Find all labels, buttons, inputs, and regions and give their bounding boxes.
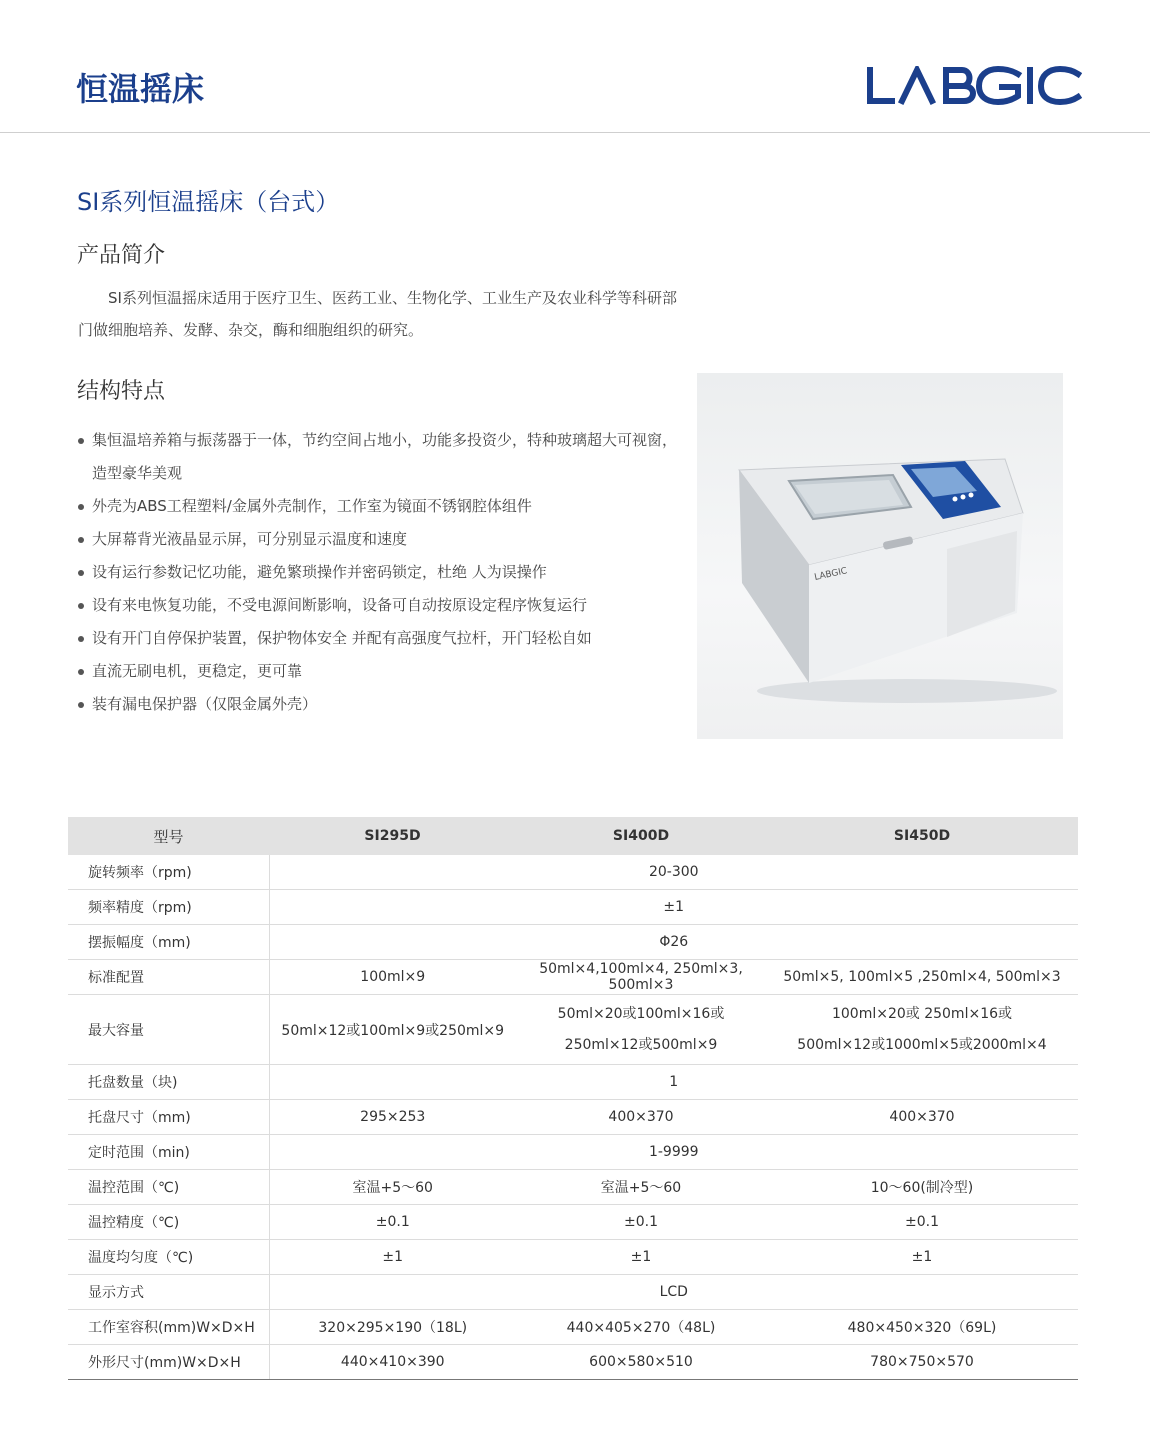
device-logo-text: LABGIC	[813, 566, 849, 583]
table-cell: 20-300	[269, 855, 1078, 890]
table-row	[68, 960, 1078, 995]
row-label: 托盘数量（块)	[68, 1065, 269, 1100]
table-cell: ±0.1	[269, 1205, 516, 1240]
labgic-logo	[866, 66, 1082, 106]
table-row	[68, 1205, 1078, 1240]
table-row	[68, 1065, 1078, 1100]
row-label: 频率精度（rpm)	[68, 890, 269, 925]
table-cell: 室温+5～60	[516, 1170, 766, 1205]
page-header	[0, 0, 1150, 133]
table-cell: 440×405×270（48L)	[516, 1310, 766, 1345]
spec-table	[68, 817, 1078, 1380]
table-row	[68, 1240, 1078, 1275]
table-row	[68, 1135, 1078, 1170]
table-row	[68, 1170, 1078, 1205]
row-label: 工作室容积(mm)W×D×H	[68, 1310, 269, 1345]
table-cell: LCD	[269, 1275, 1078, 1310]
product-image	[697, 373, 1063, 739]
row-label: 定时范围（min)	[68, 1135, 269, 1170]
row-label: 外形尺寸(mm)W×D×H	[68, 1345, 269, 1380]
table-cell: Φ26	[269, 925, 1078, 960]
table-cell: 480×450×320（69L)	[766, 1310, 1078, 1345]
intro-paragraph	[78, 282, 678, 346]
table-cell: 100ml×9	[269, 960, 516, 995]
cell-line: 500ml×12或1000ml×5或2000ml×4	[797, 1036, 1047, 1053]
table-cell	[766, 995, 1078, 1065]
feature-item: 直流无刷电机，更稳定，更可靠	[78, 655, 678, 688]
table-cell: 1-9999	[269, 1135, 1078, 1170]
table-cell: 50ml×12或100ml×9或250ml×9	[269, 995, 516, 1065]
table-cell: ±1	[766, 1240, 1078, 1275]
feature-item: 设有来电恢复功能，不受电源间断影响，设备可自动按原设定程序恢复运行	[78, 589, 678, 622]
cell-line: 250ml×12或500ml×9	[564, 1036, 718, 1053]
feature-item: 集恒温培养箱与振荡器于一体，节约空间占地小，功能多投资少，特种玻璃超大可视窗，造型豪华美观	[78, 424, 678, 490]
table-cell: 10～60(制冷型)	[766, 1170, 1078, 1205]
shaker-illustration	[697, 373, 1063, 739]
table-cell: 50ml×4,100ml×4, 250ml×3, 500ml×3	[516, 960, 766, 995]
features-heading: 结构特点	[77, 379, 166, 404]
table-cell: ±1	[516, 1240, 766, 1275]
table-cell: ±1	[269, 1240, 516, 1275]
feature-item: 大屏幕背光液晶显示屏，可分别显示温度和速度	[78, 523, 678, 556]
table-row	[68, 1345, 1078, 1380]
cell-line: 50ml×20或100ml×16或	[557, 1005, 725, 1022]
table-cell: 室温+5～60	[269, 1170, 516, 1205]
feature-item: 装有漏电保护器（仅限金属外壳）	[78, 688, 678, 721]
table-row	[68, 890, 1078, 925]
row-label: 摆振幅度（mm)	[68, 925, 269, 960]
table-cell: 1	[269, 1065, 1078, 1100]
table-row	[68, 1310, 1078, 1345]
feature-item: 设有运行参数记忆功能，避免繁琐操作并密码锁定，杜绝 人为误操作	[78, 556, 678, 589]
row-label: 标准配置	[68, 960, 269, 995]
table-cell: ±1	[269, 890, 1078, 925]
feature-item: 设有开门自停保护装置，保护物体安全 并配有高强度气拉杆，开门轻松自如	[78, 622, 678, 655]
row-label: 显示方式	[68, 1275, 269, 1310]
intro-text: SI系列恒温摇床适用于医疗卫生、医药工业、生物化学、工业生产及农业科学等科研部门做细胞培养、发酵、杂交，酶和细胞组织的研究。	[78, 289, 677, 339]
table-cell: 600×580×510	[516, 1345, 766, 1380]
table-cell: ±0.1	[766, 1205, 1078, 1240]
table-cell: 320×295×190（18L)	[269, 1310, 516, 1345]
table-row	[68, 1275, 1078, 1310]
row-label: 旋转频率（rpm)	[68, 855, 269, 890]
table-header-cell: SI295D	[269, 817, 516, 855]
features-list	[78, 424, 678, 721]
table-header-cell: SI400D	[516, 817, 766, 855]
cell-line: 100ml×20或 250ml×16或	[831, 1005, 1013, 1022]
table-header-cell: 型号	[68, 817, 269, 855]
table-cell	[516, 995, 766, 1065]
intro-heading: 产品简介	[77, 243, 166, 268]
table-cell: 440×410×390	[269, 1345, 516, 1380]
table-cell: 50ml×5, 100ml×5 ,250ml×4, 500ml×3	[766, 960, 1078, 995]
table-cell: ±0.1	[516, 1205, 766, 1240]
series-title: SI系列恒温摇床（台式）	[77, 188, 340, 216]
row-label: 温控精度（℃)	[68, 1205, 269, 1240]
table-header-row	[68, 817, 1078, 855]
page-title: 恒温摇床	[76, 70, 205, 108]
row-label: 温控范围（℃)	[68, 1170, 269, 1205]
table-cell: 780×750×570	[766, 1345, 1078, 1380]
table-cell: 400×370	[766, 1100, 1078, 1135]
feature-item: 外壳为ABS工程塑料/金属外壳制作，工作室为镜面不锈钢腔体组件	[78, 490, 678, 523]
table-row	[68, 1100, 1078, 1135]
table-row	[68, 855, 1078, 890]
row-label: 最大容量	[68, 995, 269, 1065]
row-label: 温度均匀度（℃)	[68, 1240, 269, 1275]
table-header-cell: SI450D	[766, 817, 1078, 855]
table-row	[68, 925, 1078, 960]
row-label: 托盘尺寸（mm)	[68, 1100, 269, 1135]
table-cell: 400×370	[516, 1100, 766, 1135]
table-row	[68, 995, 1078, 1065]
table-cell: 295×253	[269, 1100, 516, 1135]
